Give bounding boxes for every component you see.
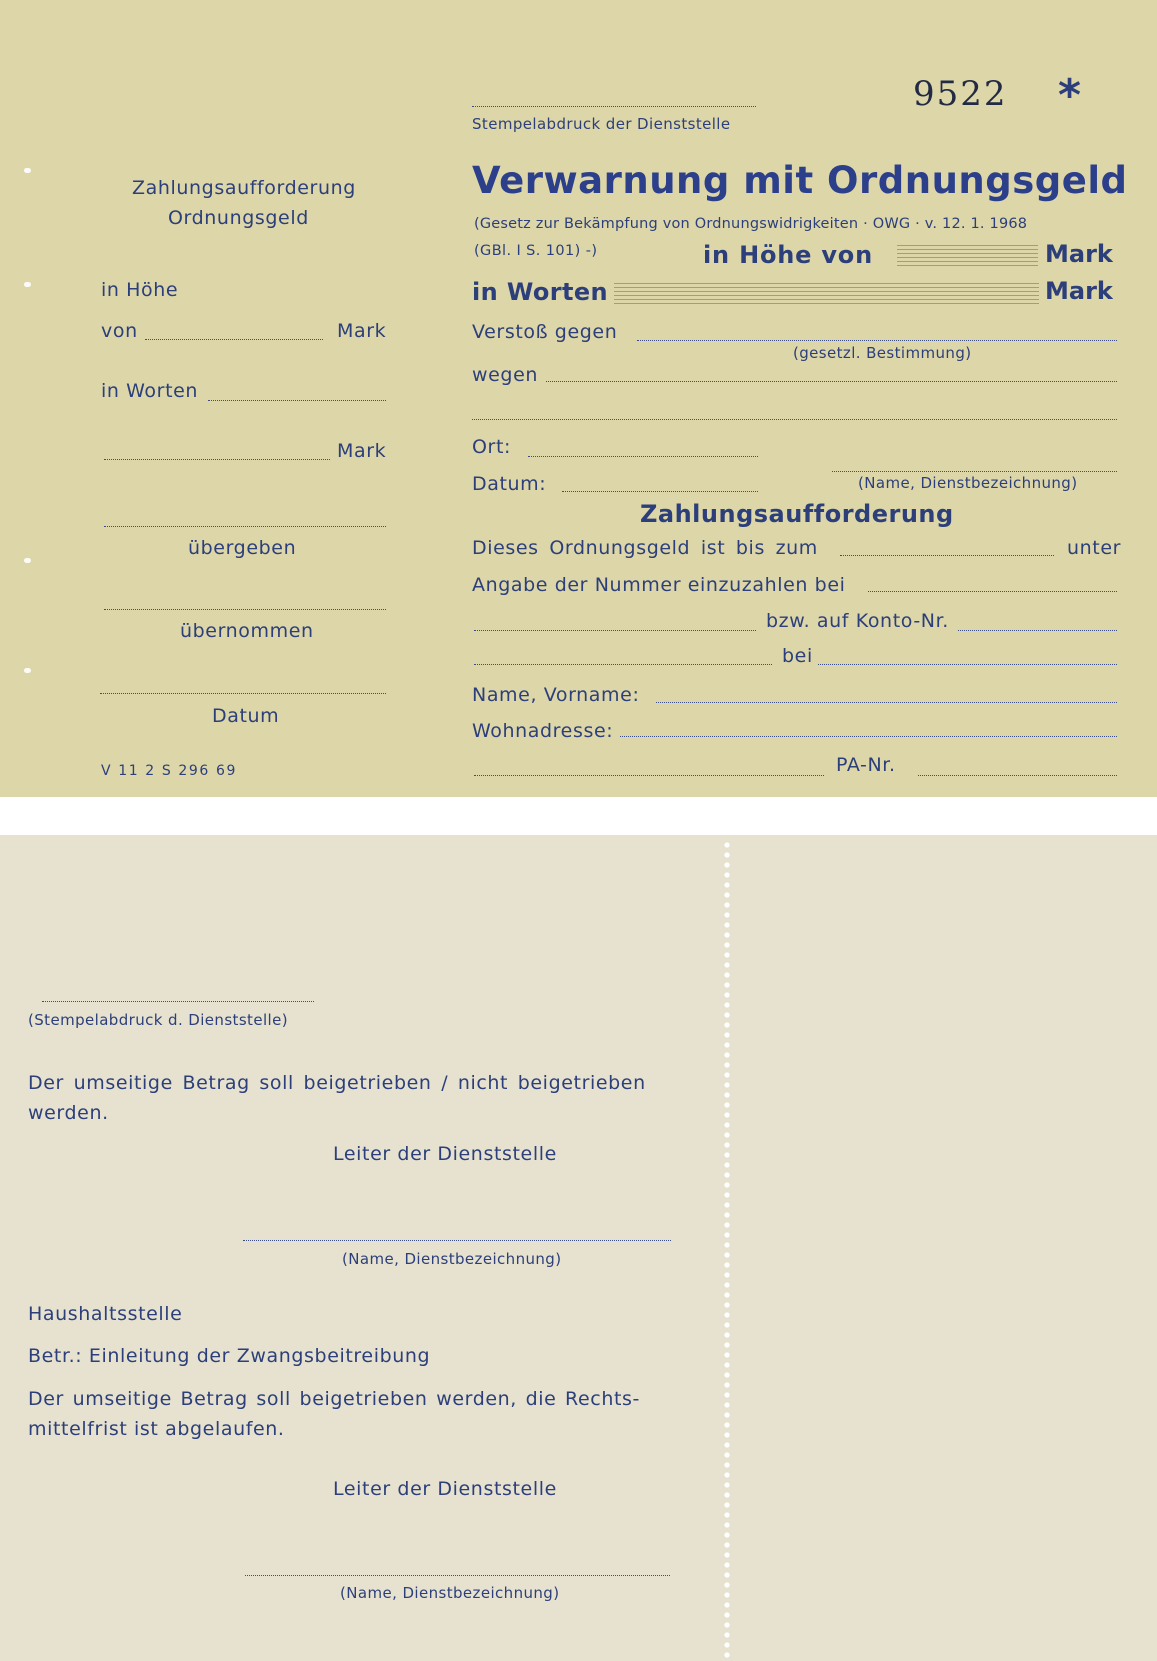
back-text2-line1: Der umseitige Betrag soll beigetrieben werden, die Rechts- (28, 1388, 640, 1410)
back-name-caption-1: (Name, Dienstbezeichnung) (342, 1250, 562, 1268)
punch-hole (24, 282, 31, 287)
stub-in-hoehe-label: in Höhe (101, 279, 179, 301)
einzahlen-bei-field-2[interactable] (474, 630, 756, 631)
einzahlen-bei-field[interactable] (868, 591, 1117, 592)
name-dienstbezeichnung-caption: (Name, Dienstbezeichnung) (858, 474, 1078, 492)
signature-field[interactable] (832, 471, 1117, 472)
name-vorname-label: Name, Vorname: (472, 684, 640, 706)
back-stamp-field[interactable] (42, 1001, 314, 1002)
serial-asterisk-icon: * (1058, 70, 1082, 121)
zahlungsaufforderung-heading: Zahlungsaufforderung (640, 500, 954, 528)
bank-field[interactable] (474, 664, 772, 665)
wohnadresse-label: Wohnadresse: (472, 720, 614, 742)
gesetzl-bestimmung-caption: (gesetzl. Bestimmung) (793, 344, 972, 362)
stub-title-line2: Ordnungsgeld (168, 207, 309, 229)
stub-in-worten-label: in Worten (101, 380, 199, 402)
wegen-label: wegen (472, 364, 539, 386)
wohnadresse-field-2[interactable] (474, 775, 824, 776)
stub-in-worten-field-2[interactable] (104, 459, 330, 460)
back-name-caption-2: (Name, Dienstbezeichnung) (340, 1584, 560, 1602)
stub-uebergeben-label: übergeben (188, 537, 297, 559)
ort-label: Ort: (472, 436, 512, 458)
legal-basis-line2: (GBl. I S. 101) -) (474, 243, 598, 259)
stub-uebernommen-field[interactable] (104, 609, 386, 610)
verstoss-label: Verstoß gegen (472, 321, 618, 343)
form-title: Verwarnung mit Ordnungsgeld (472, 159, 1128, 202)
bis-zum-field[interactable] (840, 555, 1054, 556)
back-text1-line2: werden. (28, 1102, 109, 1124)
betr-line: Betr.: Einleitung der Zwangsbeitreibung (28, 1345, 431, 1367)
back-leiter-label-2: Leiter der Dienststelle (333, 1478, 557, 1500)
back-text1-line1: Der umseitige Betrag soll beigetrieben / nicht beigetrieben (28, 1072, 646, 1094)
legal-basis-line1: (Gesetz zur Bekämpfung von Ordnungswidrigkeiten · OWG · v. 12. 1. 1968 (474, 216, 1028, 232)
verstoss-field[interactable] (637, 340, 1117, 341)
stub-in-worten-field[interactable] (208, 400, 386, 401)
back-leiter-label-1: Leiter der Dienststelle (333, 1143, 557, 1165)
datum-label: Datum: (472, 473, 547, 495)
stamp-field[interactable] (472, 106, 756, 107)
name-vorname-field[interactable] (656, 702, 1117, 703)
stub-von-label: von (101, 320, 138, 342)
punch-hole (24, 168, 31, 173)
in-hoehe-von-label: in Höhe von (703, 241, 873, 269)
stub-title-line1: Zahlungsaufforderung (132, 177, 356, 199)
stub-mark-label-2: Mark (337, 440, 387, 462)
back-text2-line2: mittelfrist ist abgelaufen. (28, 1418, 285, 1440)
pa-nr-field[interactable] (918, 775, 1117, 776)
stub-amount-field[interactable] (145, 339, 323, 340)
wegen-field[interactable] (546, 381, 1117, 382)
pa-nr-label: PA-Nr. (836, 754, 896, 776)
stub-form-code: V 11 2 S 296 69 (101, 763, 237, 779)
punch-hole (24, 558, 31, 563)
wohnadresse-field[interactable] (620, 736, 1117, 737)
stub-mark-label-1: Mark (337, 320, 387, 342)
back-stamp-label: (Stempelabdruck d. Dienststelle) (28, 1011, 288, 1029)
stub-datum-label: Datum (212, 705, 280, 727)
mark-label-b: Mark (1045, 277, 1113, 305)
stub-datum-field[interactable] (100, 693, 386, 694)
punch-hole (24, 668, 31, 673)
unter-text: unter (1067, 537, 1122, 559)
amount-field[interactable] (897, 244, 1038, 266)
stub-uebernommen-label: übernommen (180, 620, 314, 642)
ort-field[interactable] (528, 456, 758, 457)
in-worten-label: in Worten (472, 278, 609, 306)
bzw-konto-text: bzw. auf Konto-Nr. (766, 610, 949, 632)
form-back-sheet (0, 835, 1157, 1661)
bei-text: bei (782, 645, 813, 667)
perforation-line (723, 840, 731, 1661)
serial-number: 9522 (913, 74, 1008, 114)
amount-in-words-field[interactable] (614, 282, 1039, 304)
bis-zum-text: Dieses Ordnungsgeld ist bis zum (472, 537, 818, 559)
haushaltsstelle-label: Haushaltsstelle (28, 1303, 183, 1325)
mark-label-a: Mark (1045, 240, 1113, 268)
konto-nr-field[interactable] (958, 630, 1117, 631)
wegen-field-2[interactable] (472, 419, 1117, 420)
datum-field[interactable] (562, 491, 758, 492)
back-signature-field-1[interactable] (243, 1240, 671, 1241)
bank-field-2[interactable] (818, 664, 1117, 665)
stub-uebergeben-field[interactable] (104, 526, 386, 527)
back-signature-field-2[interactable] (245, 1575, 670, 1576)
stamp-label: Stempelabdruck der Dienststelle (472, 115, 731, 133)
angabe-text: Angabe der Nummer einzuzahlen bei (472, 574, 846, 596)
